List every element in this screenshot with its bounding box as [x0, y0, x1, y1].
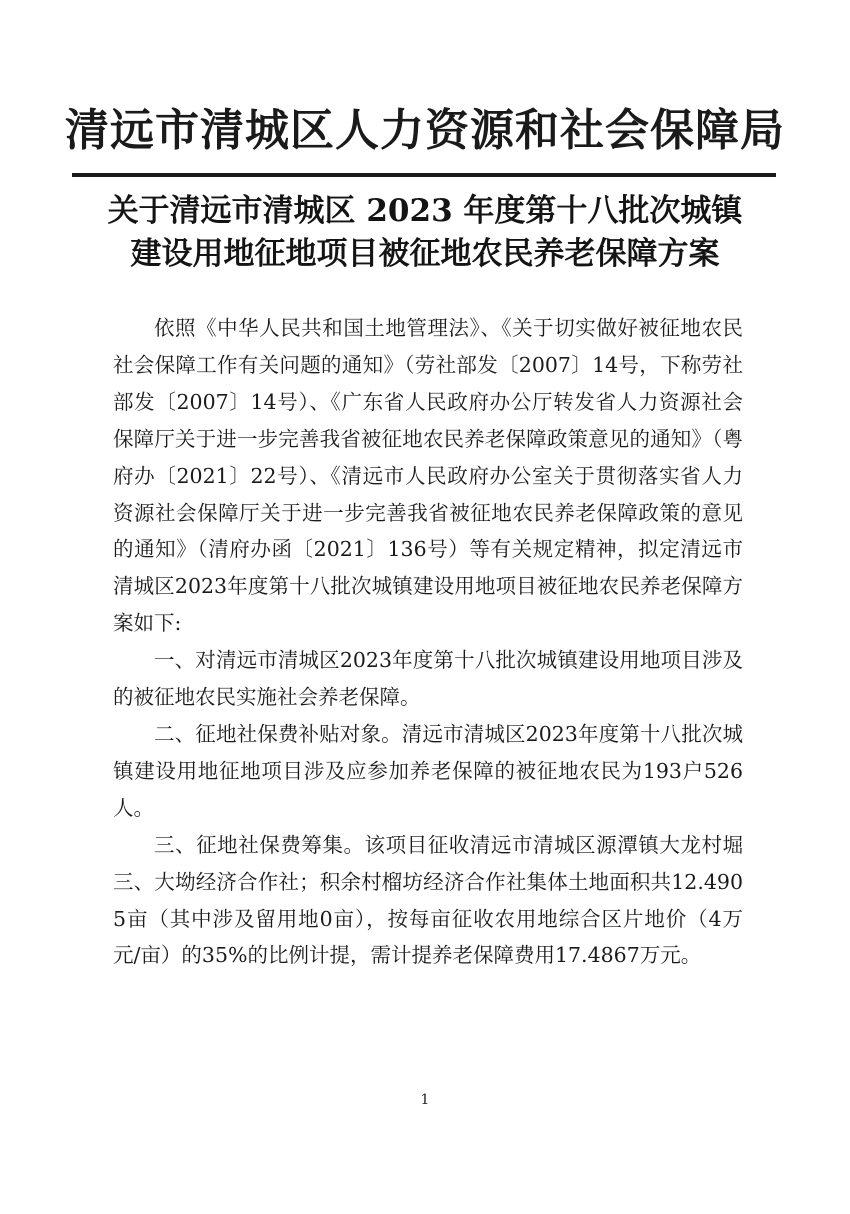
paragraph-item-3: 三、征地社保费筹集。该项目征收清远市清城区源潭镇大龙村堀三、大坳经济合作社；积余村榴坊经济合作社集体土地面积共12.4905亩（其中涉及留用地0亩），按每亩征收农用地综合区片地价（4万元/亩）的35%的比例计提，需计提养老保障费用17.4867万元。 [113, 832, 743, 968]
paragraph-legal-basis: 依照《中华人民共和国土地管理法》、《关于切实做好被征地农民社会保障工作有关问题的通知》（劳社部发〔2007〕14号，下称劳社部发〔2007〕14号）、《广东省人民政府办公厅转发省人力资源社会保障厅关于进一步完善我省被征地农民养老保障政策意见的通知》（粤府办〔2021〕22号）、《清远市人民政府办公室关于贯彻落实省人力资源社会保障厅关于进一步完善我省被征地农民养老保障政策的意见的通知》（清府办函〔2021〕136号）等有关规定精神，拟定清远市清城区2023年度第十八批次城镇建设用地项目被征地农民养老保障方案如下: [113, 316, 743, 636]
paragraph-item-2: 二、征地社保费补贴对象。清远市清城区2023年度第十八批次城镇建设用地征地项目涉及应参加养老保障的被征地农民为193户526人。 [113, 721, 743, 820]
paragraph-item-1: 一、对清远市清城区2023年度第十八批次城镇建设用地项目涉及的被征地农民实施社会养老保障。 [113, 648, 743, 710]
document-body [113, 310, 743, 974]
header-divider [72, 173, 776, 177]
agency-header: 清远市清城区人力资源和社会保障局 [65, 105, 785, 156]
document-title-line-2: 建设用地征地项目被征地农民养老保障方案 [130, 236, 720, 272]
document-title-line-1: 关于清远市清城区 2023 年度第十八批次城镇 [107, 193, 743, 229]
document-title [40, 190, 810, 276]
page-number: 1 [420, 1092, 430, 1108]
